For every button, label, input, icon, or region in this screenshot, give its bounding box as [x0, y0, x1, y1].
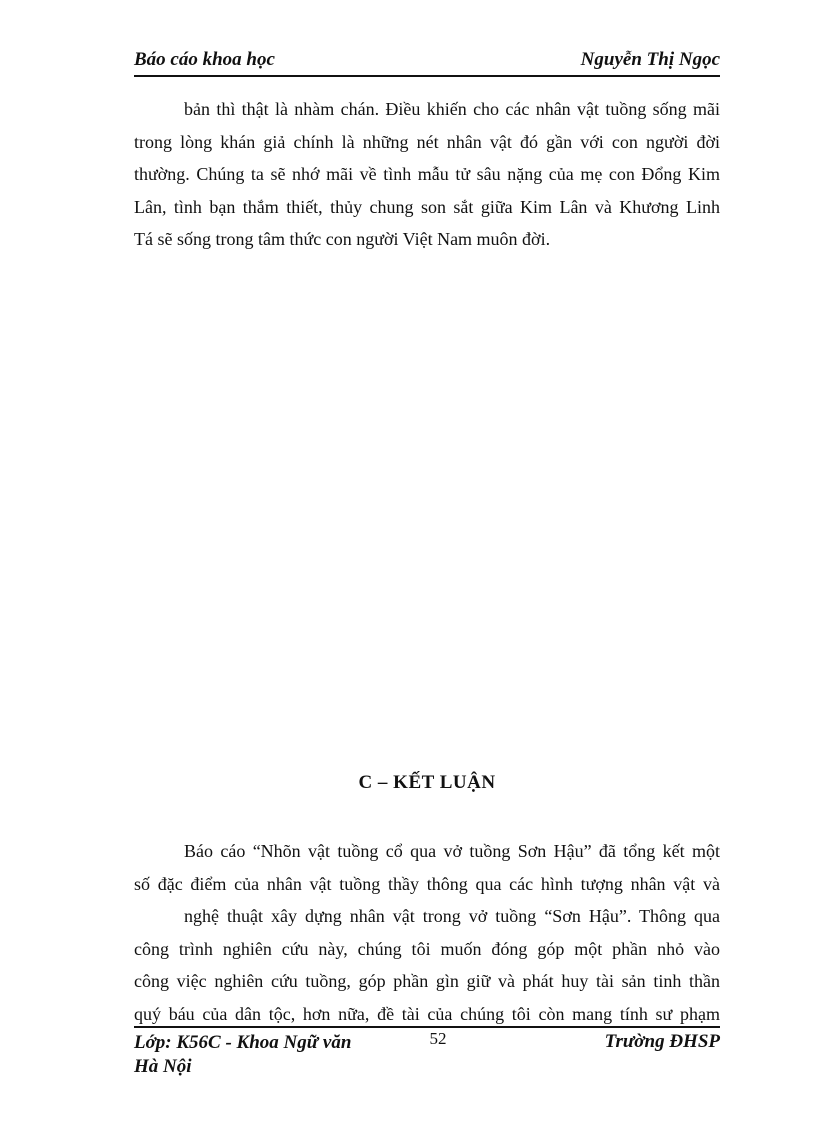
footer-class-line: Lớp: K56C - Khoa Ngữ văn	[134, 1032, 352, 1053]
header-author-name: Nguyễn Thị Ngọc	[580, 49, 720, 70]
footer-class-info	[134, 1031, 351, 1079]
header-report-title: Báo cáo khoa học	[134, 49, 275, 70]
paragraph-line: công việc nghiên cứu tuồng, góp phần gìn giữ và phát huy tài sản tinh thần	[134, 971, 720, 991]
body-paragraph-2	[134, 835, 720, 1030]
page-number: 52	[429, 1029, 447, 1048]
body-paragraph-1	[134, 93, 720, 256]
paragraph-line: nghệ thuật xây dựng nhân vật trong vở tuồng “Sơn Hậu”. Thông qua	[184, 906, 720, 926]
paragraph-line: Báo cáo “Nhõn vật tuồng cổ qua vở tuồng Sơn Hậu” đã tổng kết một	[184, 841, 720, 861]
paragraph-line: Tá sẽ sống trong tâm thức con người Việt Nam muôn đời.	[134, 229, 551, 249]
page-header	[134, 47, 720, 77]
paragraph-line: trong lòng khán giả chính là những nét nhân vật đó gần với con người đời	[134, 131, 720, 152]
paragraph-line: Lân, tình bạn thắm thiết, thủy chung son sắt giữa Kim Lân và Khương Linh	[134, 196, 720, 217]
paragraph-line: quý báu của dân tộc, hơn nữa, đề tài của chúng tôi còn mang tính sư phạm	[134, 1003, 720, 1024]
footer-university: Trường ĐHSP	[604, 1031, 720, 1052]
paragraph-line: thường. Chúng ta sẽ nhớ mãi về tình mẫu tử sâu nặng của mẹ con Đổng Kim	[134, 164, 720, 184]
paragraph-line: số đặc điểm của nhân vật tuồng thầy thông qua các hình tượng nhân vật và	[134, 873, 720, 894]
footer-divider	[134, 1026, 720, 1028]
footer-city-line: Hà Nội	[134, 1056, 192, 1077]
paragraph-line: bản thì thật là nhàm chán. Điều khiến cho các nhân vật tuồng sống mãi	[184, 99, 720, 119]
paragraph-line: công trình nghiên cứu này, chúng tôi muốn đóng góp một phần nhỏ vào	[134, 938, 720, 959]
section-heading: C – KẾT LUẬN	[358, 772, 496, 793]
